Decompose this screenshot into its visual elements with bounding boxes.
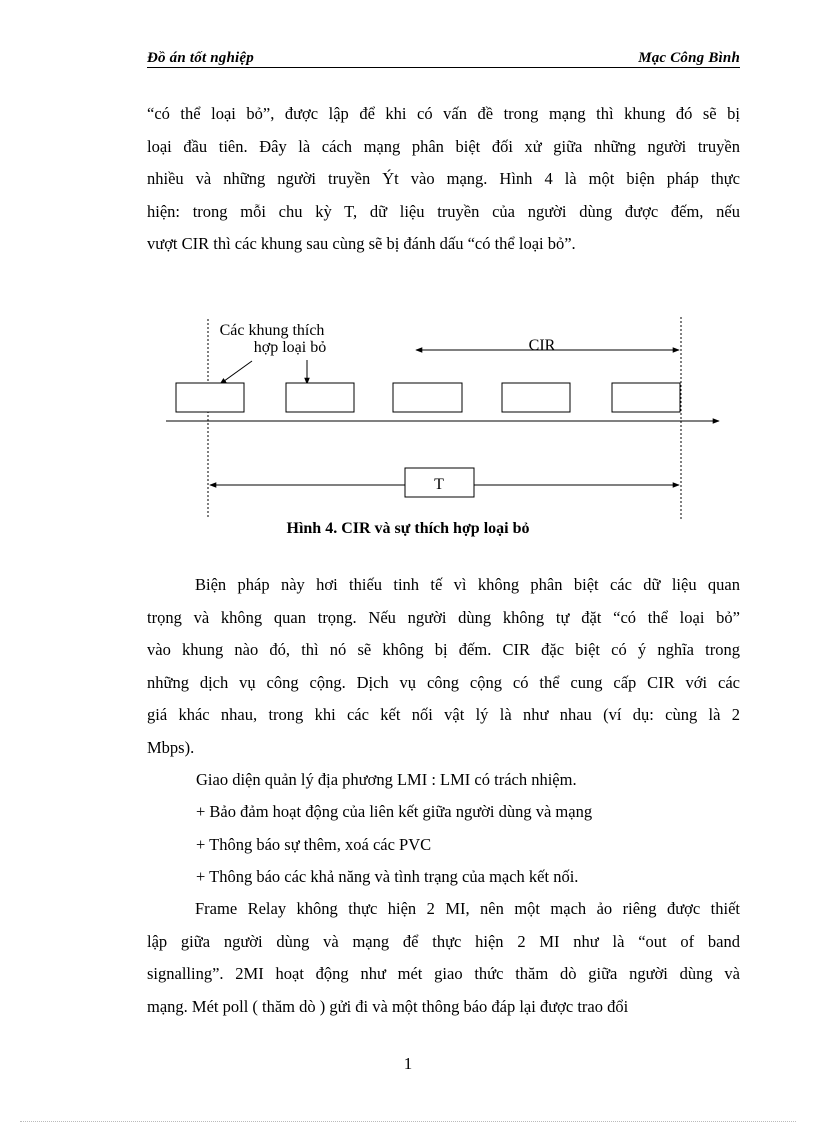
text-line: Biện pháp này hơi thiếu tinh tế vì không phân biệt các dữ liệu quan <box>195 575 740 594</box>
paragraph-1 <box>147 98 740 261</box>
text-line: giá khác nhau, trong khi các kết nối vật lý là như nhau (ví dụ: cùng là 2 <box>147 705 740 724</box>
figure-cir-diagram <box>150 305 730 520</box>
period-t-label: T <box>434 476 444 493</box>
frame-box <box>612 383 680 412</box>
frame-box <box>176 383 244 412</box>
frame-box <box>286 383 354 412</box>
text-line: lập giữa người dùng và mạng để thực hiện 2 MI như là “out of band <box>147 931 740 951</box>
text-line: vượt CIR thì các khung sau cùng sẽ bị đánh dấu “có thể loại bỏ”. <box>147 234 576 253</box>
lmi-intro: Giao diện quản lý địa phương LMI : LMI có trách nhiệm. <box>196 770 577 789</box>
header-title: Đồ án tốt nghiệp <box>147 50 254 66</box>
pointer-arrow <box>220 361 252 384</box>
frame-box <box>393 383 462 412</box>
text-line: loại đầu tiên. Đây là cách mạng phân biệt đối xử giữa những người truyền <box>147 136 740 156</box>
header-rule <box>147 67 740 68</box>
discard-label-line1: Các khung thích <box>219 322 325 339</box>
header-author: Mạc Công Bình <box>638 50 740 66</box>
text-line: vào khung nào đó, thì nó sẽ không bị đếm. CIR đặc biệt có ý nghĩa trong <box>147 640 740 659</box>
discard-label-line2: hợp loại bỏ <box>253 339 327 356</box>
page-number: 1 <box>403 1054 413 1073</box>
bullet-item: + Bảo đảm hoạt động của liên kết giữa người dùng và mạng <box>196 802 593 821</box>
text-line: những dịch vụ công cộng. Dịch vụ công cộng có thể cung cấp CIR với các <box>147 672 740 692</box>
text-line: nhiều và những người truyền Ýt vào mạng. Hình 4 là một biện pháp thực <box>147 169 740 188</box>
bullet-item: + Thông báo các khả năng và tình trạng của mạch kết nối. <box>196 867 579 886</box>
paragraph-2 <box>147 569 740 764</box>
cir-label: CIR <box>528 337 556 354</box>
text-line: signalling”. 2MI hoạt động như mét giao thức thăm dò giữa người dùng và <box>147 964 740 983</box>
text-line: Frame Relay không thực hiện 2 MI, nên một mạch ảo riêng được thiết <box>195 899 740 918</box>
bullet-item: + Thông báo sự thêm, xoá các PVC <box>196 835 432 854</box>
text-line: Mbps). <box>147 737 195 757</box>
footer-rule <box>20 1121 796 1122</box>
text-line: trọng và không quan trọng. Nếu người dùng không tự đặt “có thể loại bỏ” <box>147 607 740 627</box>
text-line: “có thể loại bỏ”, được lập để khi có vấn đề trong mạng thì khung đó sẽ bị <box>147 104 740 123</box>
text-line: mạng. Mét poll ( thăm dò ) gửi đi và một thông báo đáp lại được trao đổi <box>147 996 629 1016</box>
text-line: hiện: trong mỗi chu kỳ T, dữ liệu truyền của người dùng được đếm, nếu <box>147 201 740 221</box>
figure-caption: Hình 4. CIR và sự thích hợp loại bỏ <box>286 520 530 537</box>
frame-box <box>502 383 570 412</box>
paragraph-3 <box>147 893 740 1023</box>
